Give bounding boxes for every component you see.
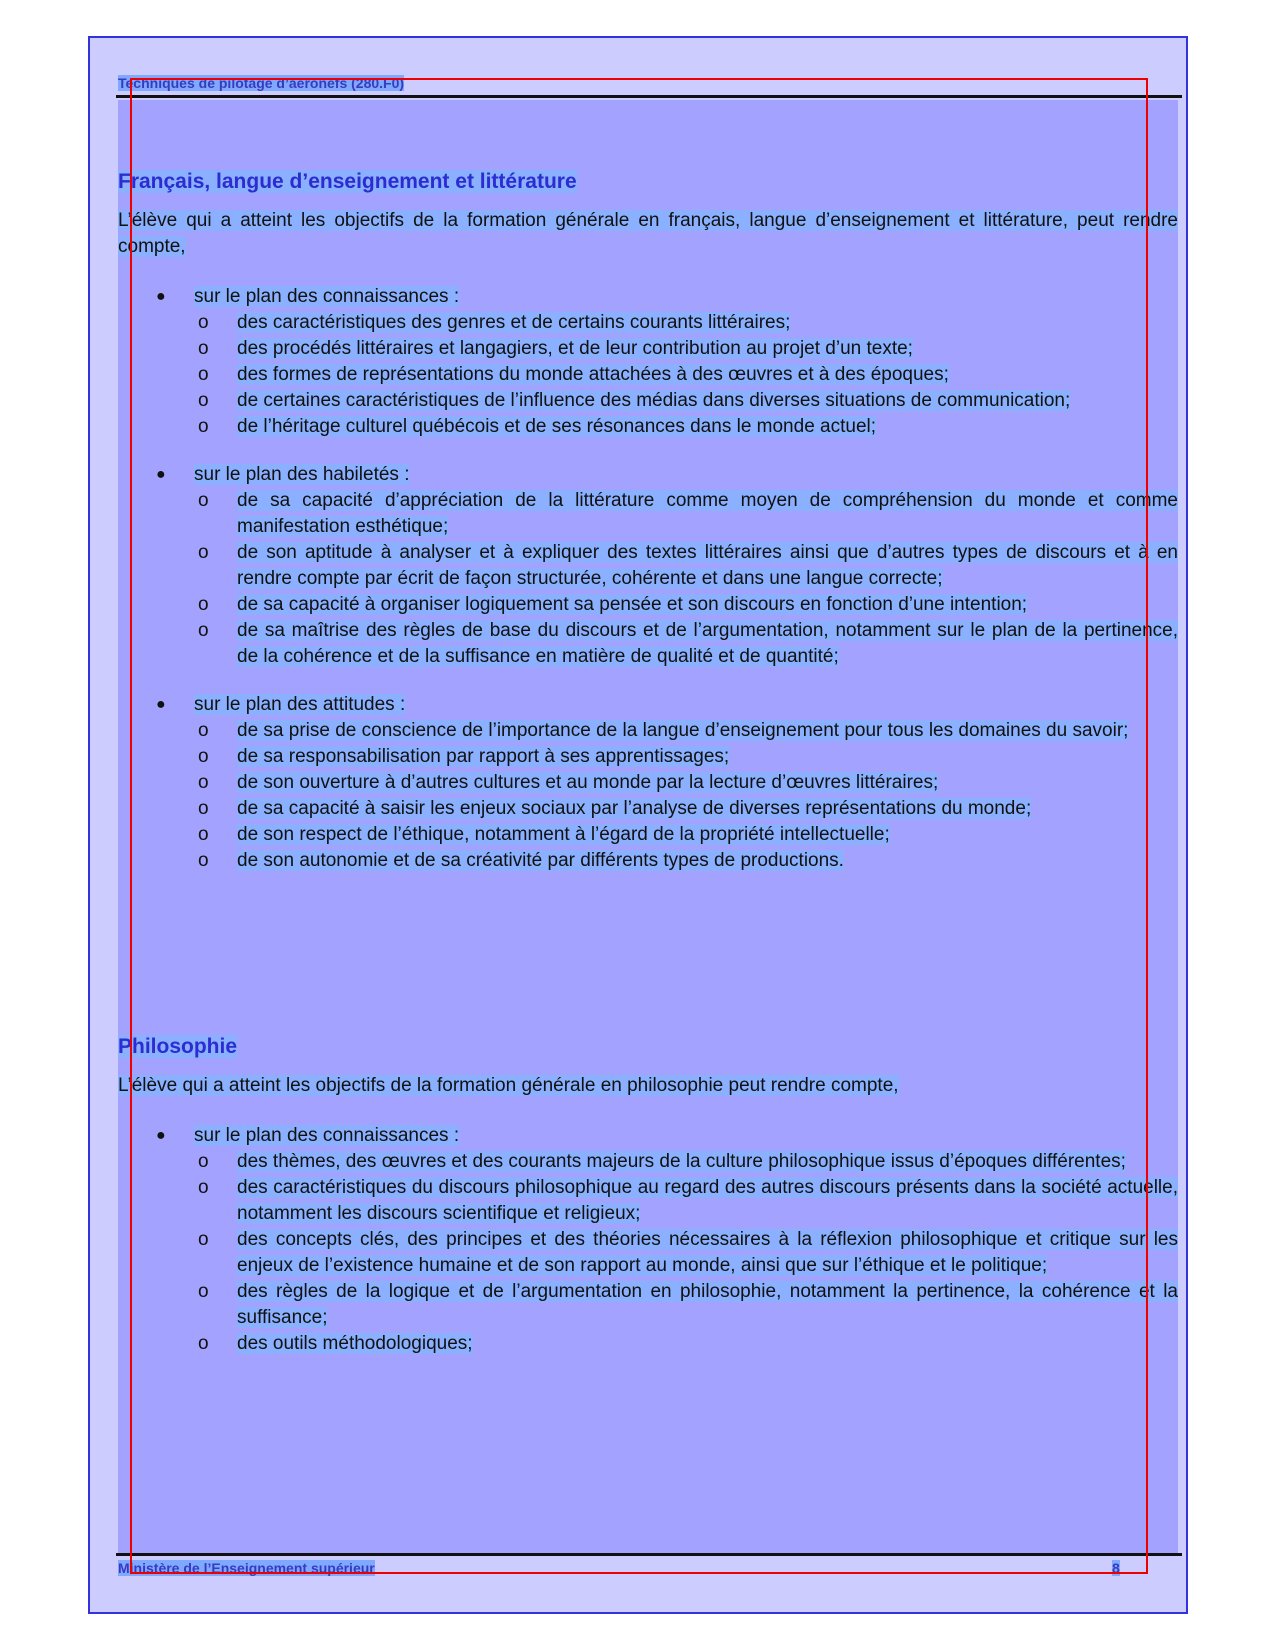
section-title: Philosophie — [118, 1035, 238, 1058]
bullet-icon: ● — [156, 1127, 166, 1144]
sub-list — [118, 310, 1178, 440]
list-item: o de certaines caractéristiques de l’influence des médias dans diverses situations de communication; — [118, 388, 1178, 414]
group-habiletes — [118, 462, 1178, 670]
list-item: o des caractéristiques du discours philosophique au regard des autres discours présents dans la société actuelle, notamment les discours scientifique et religieux; — [198, 1177, 1178, 1224]
section-title: Français, langue d’enseignement et littérature — [118, 170, 577, 193]
list-item: o de sa capacité à saisir les enjeux sociaux par l’analyse de diverses représentations du monde; — [118, 796, 1178, 822]
header-rule — [116, 95, 1182, 98]
bullet-icon: ● — [156, 288, 166, 305]
list-item: o de son autonomie et de sa créativité par différents types de productions. — [118, 848, 1178, 874]
section-francais — [118, 168, 1178, 874]
group-heading: ● sur le plan des attitudes : — [118, 692, 1178, 718]
section-intro: L’élève qui a atteint les objectifs de la formation générale en français, langue d’enseignement et littérature, peut rendre compte, — [118, 210, 1178, 257]
running-header: Techniques de pilotage d’aéronefs (280.F0) — [118, 75, 405, 91]
running-footer: Ministère de l’Enseignement supérieur — [118, 1560, 375, 1576]
list-item: o des concepts clés, des principes et des théories nécessaires à la réflexion philosophique et critique sur les enjeux de l’existence humaine et de son rapport au monde, ainsi que sur l’éthique et le politique; — [198, 1229, 1178, 1276]
circle-bullet-icon: o — [198, 390, 209, 411]
circle-bullet-icon: o — [198, 850, 209, 871]
circle-bullet-icon: o — [198, 1333, 209, 1354]
group-attitudes — [118, 692, 1178, 874]
list-item: o de sa capacité d’appréciation de la littérature comme moyen de compréhension du monde et comme manifestation esthétique; — [198, 490, 1178, 537]
group-heading: ● sur le plan des connaissances : — [118, 284, 1178, 310]
list-item: o de l’héritage culturel québécois et de ses résonances dans le monde actuel; — [118, 414, 1178, 440]
list-item: o des caractéristiques des genres et de certains courants littéraires; — [118, 310, 1178, 336]
circle-bullet-icon: o — [198, 620, 209, 641]
circle-bullet-icon: o — [198, 416, 209, 437]
circle-bullet-icon: o — [198, 1151, 209, 1172]
bullet-icon: ● — [156, 696, 166, 713]
sub-list — [118, 718, 1178, 874]
list-item: o de sa capacité à organiser logiquement sa pensée et son discours en fonction d’une intention; — [118, 592, 1178, 618]
footer-rule — [116, 1553, 1182, 1556]
list-item: o de sa maîtrise des règles de base du discours et de l’argumentation, notamment sur le plan de la pertinence, de la cohérence et de la suffisance en matière de qualité et de quantité; — [198, 620, 1178, 667]
group-connaissances — [118, 1123, 1178, 1357]
sub-list — [118, 488, 1178, 670]
bullet-icon: ● — [156, 466, 166, 483]
circle-bullet-icon: o — [198, 824, 209, 845]
circle-bullet-icon: o — [198, 1177, 209, 1198]
list-item: o des règles de la logique et de l’argumentation en philosophie, notamment la pertinence, la cohérence et la suffisance; — [198, 1281, 1178, 1328]
list-item: o de son respect de l’éthique, notamment à l’égard de la propriété intellectuelle; — [118, 822, 1178, 848]
section-intro: L’élève qui a atteint les objectifs de la formation générale en philosophie peut rendre compte, — [118, 1075, 899, 1096]
list-item: o de sa prise de conscience de l’importance de la langue d’enseignement pour tous les domaines du savoir; — [118, 718, 1178, 744]
circle-bullet-icon: o — [198, 594, 209, 615]
circle-bullet-icon: o — [198, 490, 209, 511]
circle-bullet-icon: o — [198, 1229, 209, 1250]
group-connaissances — [118, 284, 1178, 440]
circle-bullet-icon: o — [198, 772, 209, 793]
circle-bullet-icon: o — [198, 364, 209, 385]
list-item: o de sa responsabilisation par rapport à ses apprentissages; — [118, 744, 1178, 770]
list-item: o de son aptitude à analyser et à expliquer des textes littéraires ainsi que d’autres types de discours et à en rendre compte par écrit de façon structurée, cohérente et dans une langue correcte; — [198, 542, 1178, 589]
list-item: o des thèmes, des œuvres et des courants majeurs de la culture philosophique issus d’époques différentes; — [118, 1149, 1178, 1175]
list-item: o des outils méthodologiques; — [118, 1331, 1178, 1357]
page-number: 8 — [1112, 1560, 1120, 1576]
circle-bullet-icon: o — [198, 542, 209, 563]
section-philosophie — [118, 1033, 1178, 1357]
list-item: o des formes de représentations du monde attachées à des œuvres et à des époques; — [118, 362, 1178, 388]
sub-list — [118, 1149, 1178, 1357]
circle-bullet-icon: o — [198, 798, 209, 819]
group-heading: ● sur le plan des habiletés : — [118, 462, 1178, 488]
circle-bullet-icon: o — [198, 720, 209, 741]
list-item: o des procédés littéraires et langagiers, et de leur contribution au projet d’un texte; — [118, 336, 1178, 362]
circle-bullet-icon: o — [198, 312, 209, 333]
circle-bullet-icon: o — [198, 338, 209, 359]
group-heading: ● sur le plan des connaissances : — [118, 1123, 1178, 1149]
circle-bullet-icon: o — [198, 1281, 209, 1302]
circle-bullet-icon: o — [198, 746, 209, 767]
list-item: o de son ouverture à d’autres cultures et au monde par la lecture d’œuvres littéraires; — [118, 770, 1178, 796]
